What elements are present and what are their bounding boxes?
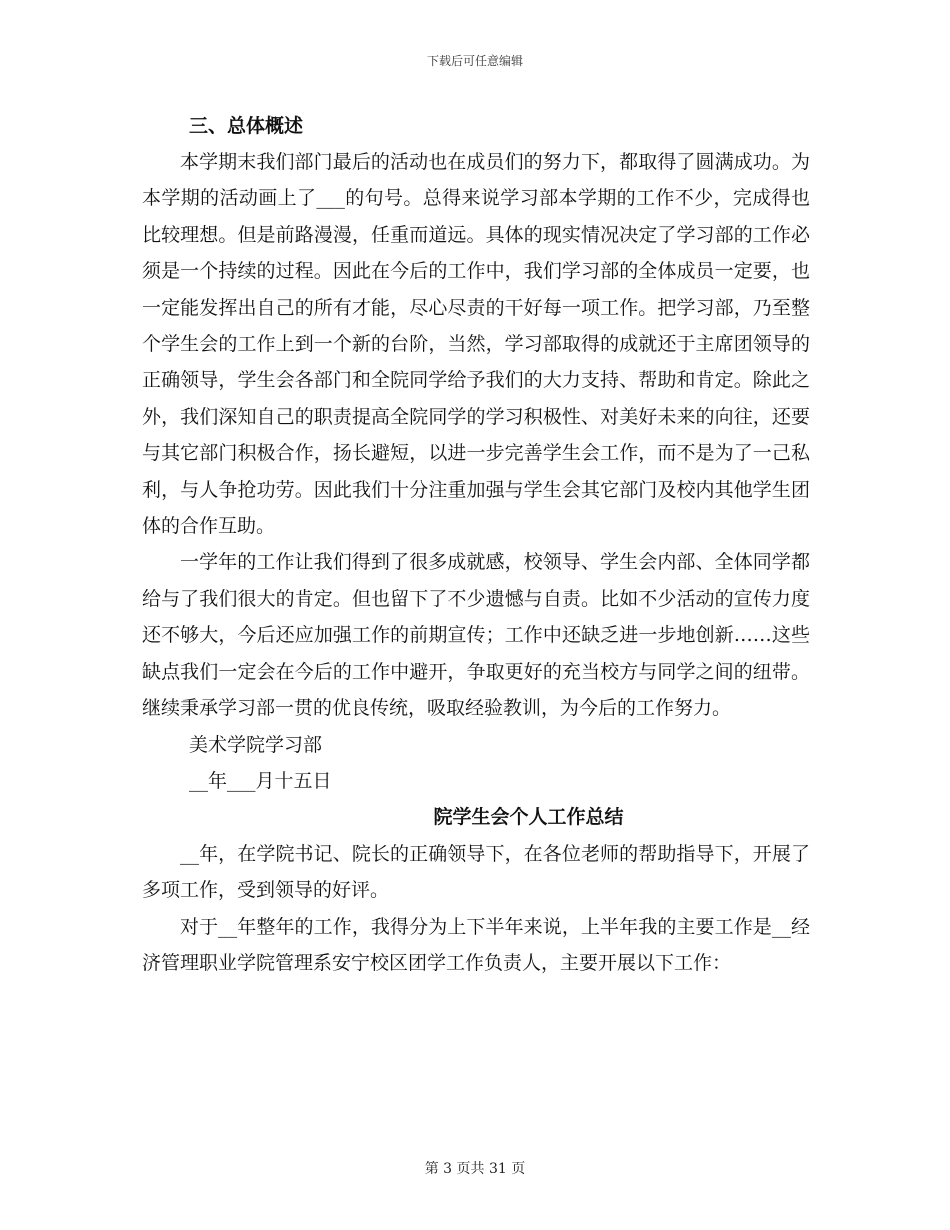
page-number: 第 3 页共 31 页 bbox=[424, 1161, 526, 1177]
report-paragraph-2: 对于__年整年的工作，我得分为上下半年来说，上半年我的主要工作是__经济管理职业学院管理系安宁校区团学工作负责人，主要开展以下工作： bbox=[142, 915, 810, 974]
section-heading: 三、总体概述 bbox=[189, 115, 304, 137]
page-header-note: 下载后可任意编辑 bbox=[426, 54, 523, 68]
document-body bbox=[142, 108, 810, 981]
date-line: __年___月十五日 bbox=[189, 769, 332, 792]
document-title: 院学生会个人工作总结 bbox=[433, 806, 624, 829]
signature-line: 美术学院学习部 bbox=[189, 733, 323, 756]
summary-paragraph-2: 一学年的工作让我们得到了很多成就感，校领导、学生会内部、全体同学都给与了我们很大的肯定。但也留下了不少遗憾与自责。比如不少活动的宣传力度还不够大，今后还应加强工作的前期宣传；工作中还缺乏进一步地创新……这些缺点我们一定会在今后的工作中避开，争取更好的充当校方与同学之间的纽带。继续秉承学习部一贯的优良传统，吸取经验教训，为今后的工作努力。 bbox=[142, 551, 810, 720]
summary-paragraph-1: 本学期末我们部门最后的活动也在成员们的努力下，都取得了圆满成功。为本学期的活动画上了___的句号。总得来说学习部本学期的工作不少，完成得也比较理想。但是前路漫漫，任重而道远。具体的现实情况决定了学习部的工作必须是一个持续的过程。因此在今后的工作中，我们学习部的全体成员一定要，也一定能发挥出自己的所有才能，尽心尽责的干好每一项工作。把学习部，乃至整个学生会的工作上到一个新的台阶，当然，学习部取得的成就还于主席团领导的正确领导，学生会各部门和全院同学给予我们的大力支持、帮助和肯定。除此之外，我们深知自己的职责提高全院同学的学习积极性、对美好未来的向往，还要与其它部门积极合作，扬长避短，以进一步完善学生会工作，而不是为了一己私利，与人争抢功劳。因此我们十分注重加强与学生会其它部门及校内其他学生团体的合作互助。 bbox=[142, 151, 810, 538]
report-paragraph-1: __年，在学院书记、院长的正确领导下，在各位老师的帮助指导下，开展了多项工作，受到领导的好评。 bbox=[142, 842, 810, 902]
